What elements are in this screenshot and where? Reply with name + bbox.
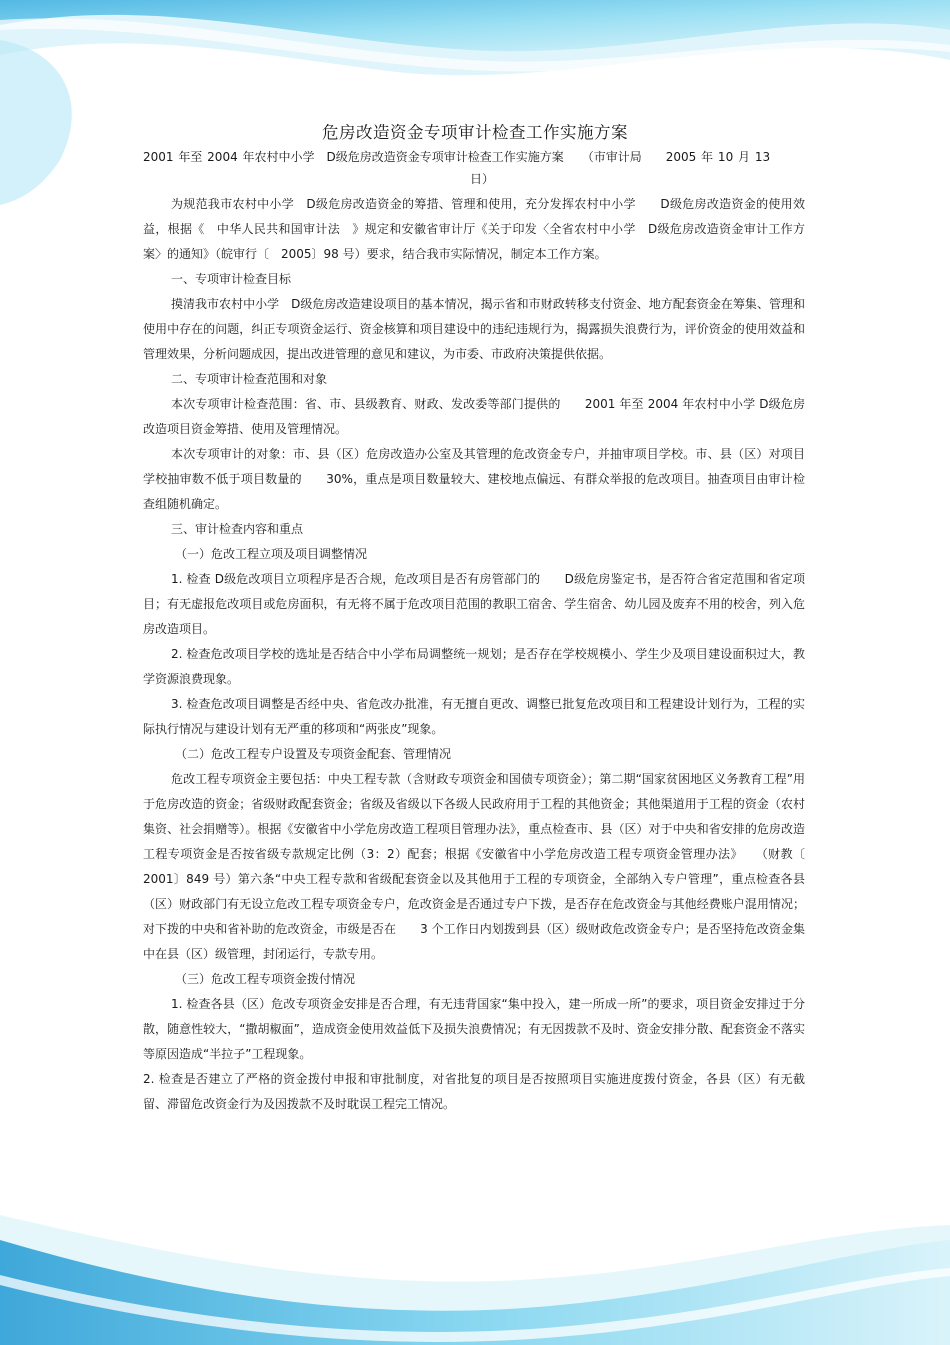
- document-body: [143, 192, 805, 1117]
- document-title: 危房改造资金专项审计检查工作实施方案: [322, 123, 628, 142]
- section-heading-3: 三、审计检查内容和重点: [171, 522, 304, 536]
- paragraph-object: 本次专项审计的对象：市、县（区）危房改造办公室及其管理的危改资金专户，并抽审项目学校。市、县（区）对项目学校抽审数不低于项目数量的 30%，重点是项目数量较大、建校地点偏远、有群众举报的危改项目。抽查项目由审计检查组随机确定。: [143, 447, 805, 511]
- section-heading-2: 二、专项审计检查范围和对象: [171, 372, 328, 386]
- subsection-heading-2: （二）危改工程专户设置及专项资金配套、管理情况: [175, 747, 452, 761]
- subtitle-line-2: 日）: [469, 172, 494, 186]
- paragraph-goal: 摸清我市农村中小学 D级危房改造建设项目的基本情况，揭示省和市财政转移支付资金、地方配套资金在筹集、管理和使用中存在的问题，纠正专项资金运行、资金核算和项目建设中的违纪违规行为，揭露损失浪费行为，评价资金的使用效益和管理效果，分析问题成因，提出改进管理的意见和建议，为市委、市政府决策提供依据。: [143, 297, 805, 361]
- paragraph-item-1-1: 1. 检查 D级危改项目立项程序是否合规，危改项目是否有房管部门的 D级危房鉴定书，是否符合省定范围和省定项目；有无虚报危改项目或危房面积，有无将不属于危改项目范围的教职工宿舍、学生宿舍、幼儿园及废弃不用的校舍，列入危房改造项目。: [143, 572, 805, 636]
- subsection-heading-1: （一）危改工程立项及项目调整情况: [175, 547, 368, 561]
- document-subtitle: [143, 146, 813, 190]
- subtitle-line-1: 2001 年至 2004 年农村中小学 D级危房改造资金专项审计检查工作实施方案 （市审计局 2005 年 10 月 13: [143, 150, 771, 164]
- subsection-heading-3: （三）危改工程专项资金拨付情况: [175, 972, 356, 986]
- paragraph-scope: 本次专项审计检查范围：省、市、县级教育、财政、发改委等部门提供的 2001 年至 2004 年农村中小学 D级危房改造项目资金筹措、使用及管理情况。: [143, 397, 805, 436]
- section-heading-1: 一、专项审计检查目标: [171, 272, 292, 286]
- paragraph-item-1-3: 3. 检查危改项目调整是否经中央、省危改办批准，有无擅自更改、调整已批复危改项目和工程建设计划行为，工程的实际执行情况与建设计划有无严重的移项和“两张皮”现象。: [143, 697, 805, 736]
- paragraph-funds: 危改工程专项资金主要包括：中央工程专款（含财政专项资金和国债专项资金）；第二期“国家贫困地区义务教育工程”用于危房改造的资金；省级财政配套资金；省级及省级以下各级人民政府用于工程的其他资金；其他渠道用于工程的资金（农村集资、社会捐赠等）。根据《安徽省中小学危房改造工程项目管理办法》，重点检查市、县（区）对于中央和省安排的危房改造工程专项资金是否按省级专款规定比例（3：2）配套；根据《安徽省中小学危房改造工程专项资金管理办法》 （财教〔 2001〕849 号）第六条“中央工程专款和省级配套资金以及其他用于工程的专项资金，全部纳入专户管理”，重点检查各县（区）财政部门有无设立危改工程专项资金专户，危改资金是否通过专户下拨，是否存在危改资金与其他经费账户混用情况；对下拨的中央和省补助的危改资金，市级是否在 3 个工作日内划拨到县（区）级财政危改资金专户；是否坚持危改资金集中在县（区）级管理，封闭运行，专款专用。: [143, 772, 805, 961]
- paragraph-item-3-1: 1. 检查各县（区）危改专项资金安排是否合理，有无违背国家“集中投入，建一所成一所”的要求，项目资金安排过于分散，随意性较大，“撒胡椒面”，造成资金使用效益低下及损失浪费情况；有无因拨款不及时、资金安排分散、配套资金不落实等原因造成“半拉子”工程现象。: [143, 997, 805, 1061]
- paragraph-item-1-2: 2. 检查危改项目学校的选址是否结合中小学布局调整统一规划；是否存在学校规模小、学生少及项目建设面积过大，教学资源浪费现象。: [143, 647, 805, 686]
- paragraph-item-3-2: 2. 检查是否建立了严格的资金拨付申报和审批制度，对省批复的项目是否按照项目实施进度拨付资金，各县（区）有无截留、滞留危改资金行为及因拨款不及时耽误工程完工情况。: [143, 1072, 805, 1111]
- paragraph-intro: 为规范我市农村中小学 D级危房改造资金的筹措、管理和使用，充分发挥农村中小学 D级危房改造资金的使用效益，根据《 中华人民共和国审计法 》规定和安徽省审计厅《关于印发〈全省农村中小学 D级危房改造资金审计工作方案〉的通知》（皖审行〔 2005〕98 号）要求，结合我市实际情况，制定本工作方案。: [143, 197, 805, 261]
